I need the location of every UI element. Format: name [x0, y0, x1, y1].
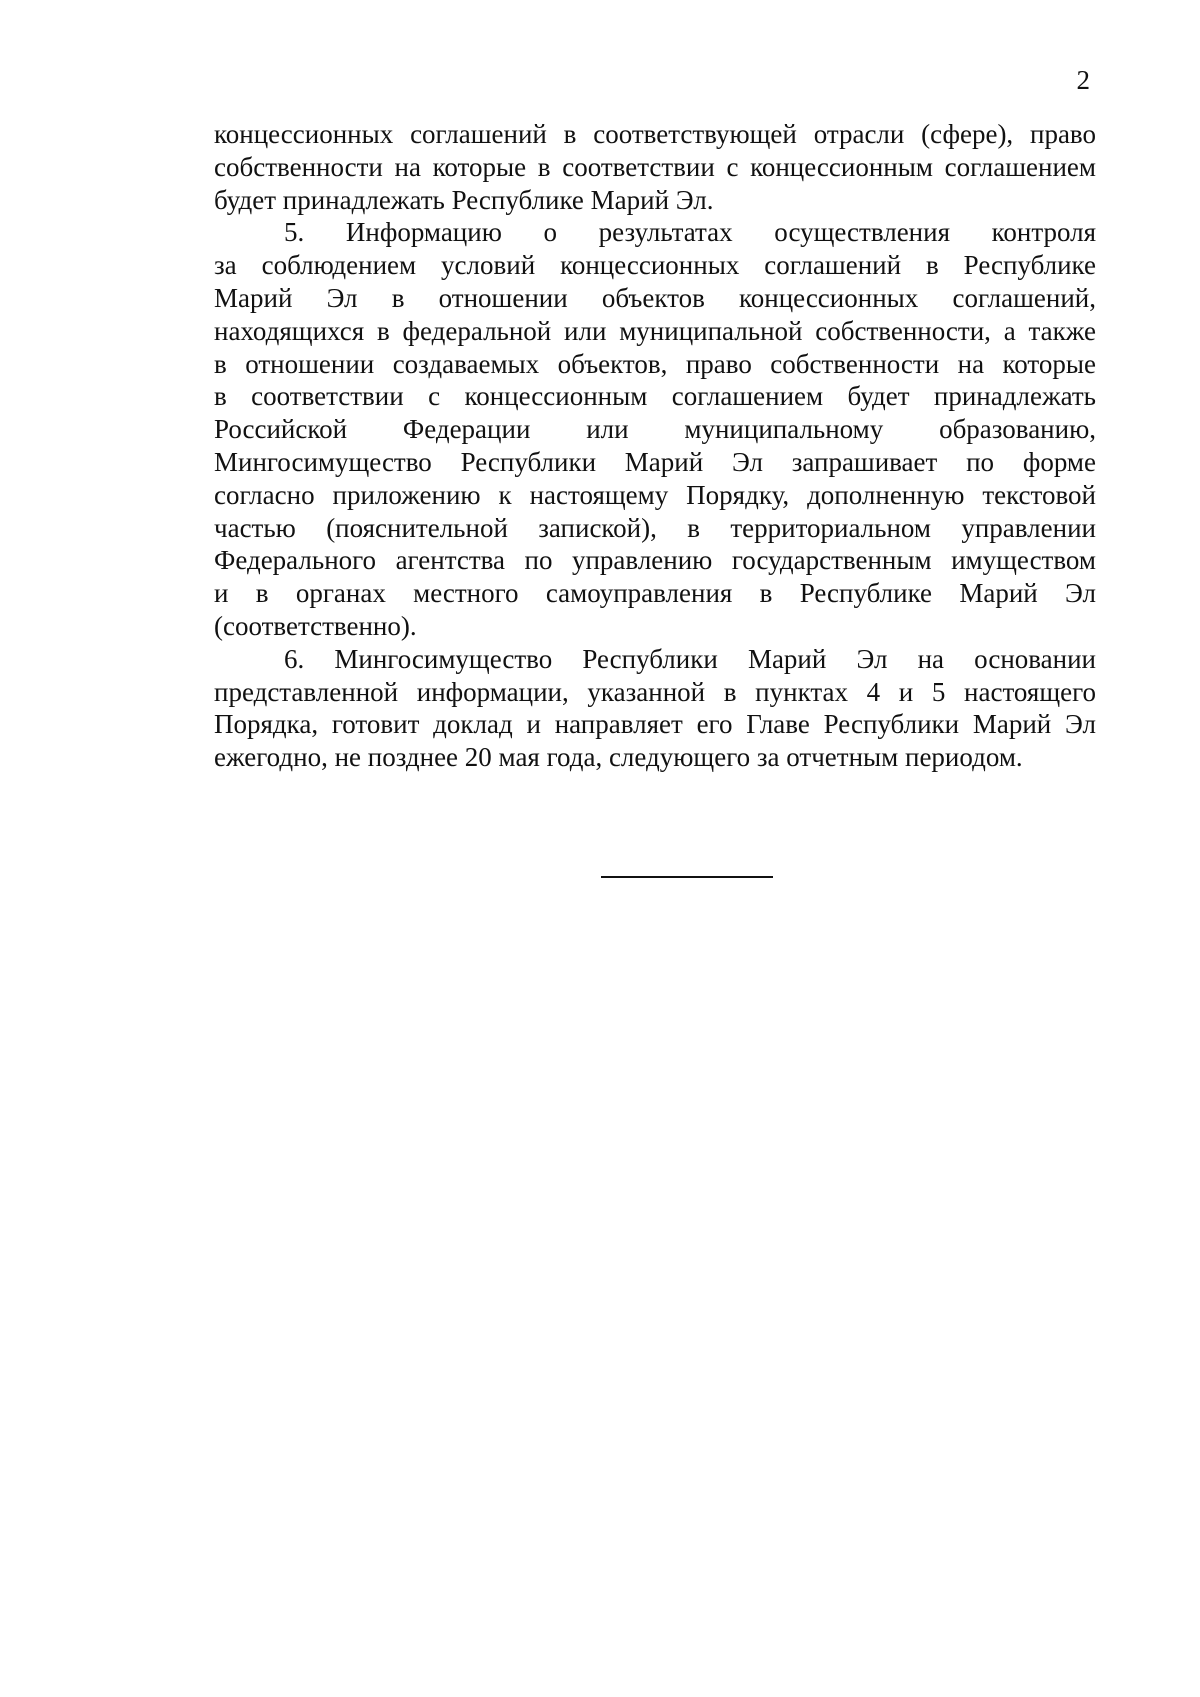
text-line: (соответственно). [214, 610, 417, 641]
page-number: 2 [1076, 65, 1090, 95]
text-line: находящихся в федеральной или муниципальной собственности, а также [214, 315, 1096, 346]
text-line: Федерального агентства по управлению государственным имуществом [214, 545, 1096, 576]
text-line: концессионных соглашений в соответствующей отрасли (сфере), право [214, 119, 1096, 149]
paragraph-continuation [214, 118, 1096, 216]
end-of-document-rule [601, 876, 773, 878]
text-line: будет принадлежать Республике Марий Эл. [214, 184, 714, 215]
text-line: согласно приложению к настоящему Порядку, дополненную текстовой [214, 479, 1096, 510]
text-line: собственности на которые в соответствии с концессионным соглашением [214, 151, 1096, 182]
text-line: в соответствии с концессионным соглашением будет принадлежать [214, 381, 1096, 412]
document-body [214, 118, 1096, 774]
paragraph-item-5 [214, 216, 1096, 642]
paragraph-item-6 [214, 643, 1096, 774]
text-line: за соблюдением условий концессионных соглашений в Республике [214, 250, 1096, 281]
text-line: частью (пояснительной запиской), в территориальном управлении [214, 512, 1096, 543]
text-line: 6. Мингосимущество Республики Марий Эл на основании [284, 643, 1096, 674]
text-line: и в органах местного самоуправления в Республике Марий Эл [214, 578, 1096, 609]
text-line: Порядка, готовит доклад и направляет его Главе Республики Марий Эл [214, 709, 1096, 740]
text-line: Марий Эл в отношении объектов концессионных соглашений, [214, 282, 1096, 313]
text-line: 5. Информацию о результатах осуществления контроля [284, 217, 1096, 248]
text-line: Российской Федерации или муниципальному образованию, [214, 414, 1096, 445]
text-line: представленной информации, указанной в пунктах 4 и 5 настоящего [214, 676, 1096, 707]
text-line: Мингосимущество Республики Марий Эл запрашивает по форме [214, 446, 1096, 477]
text-line: в отношении создаваемых объектов, право собственности на которые [214, 348, 1096, 379]
text-line: ежегодно, не позднее 20 мая года, следующего за отчетным периодом. [214, 742, 1023, 773]
